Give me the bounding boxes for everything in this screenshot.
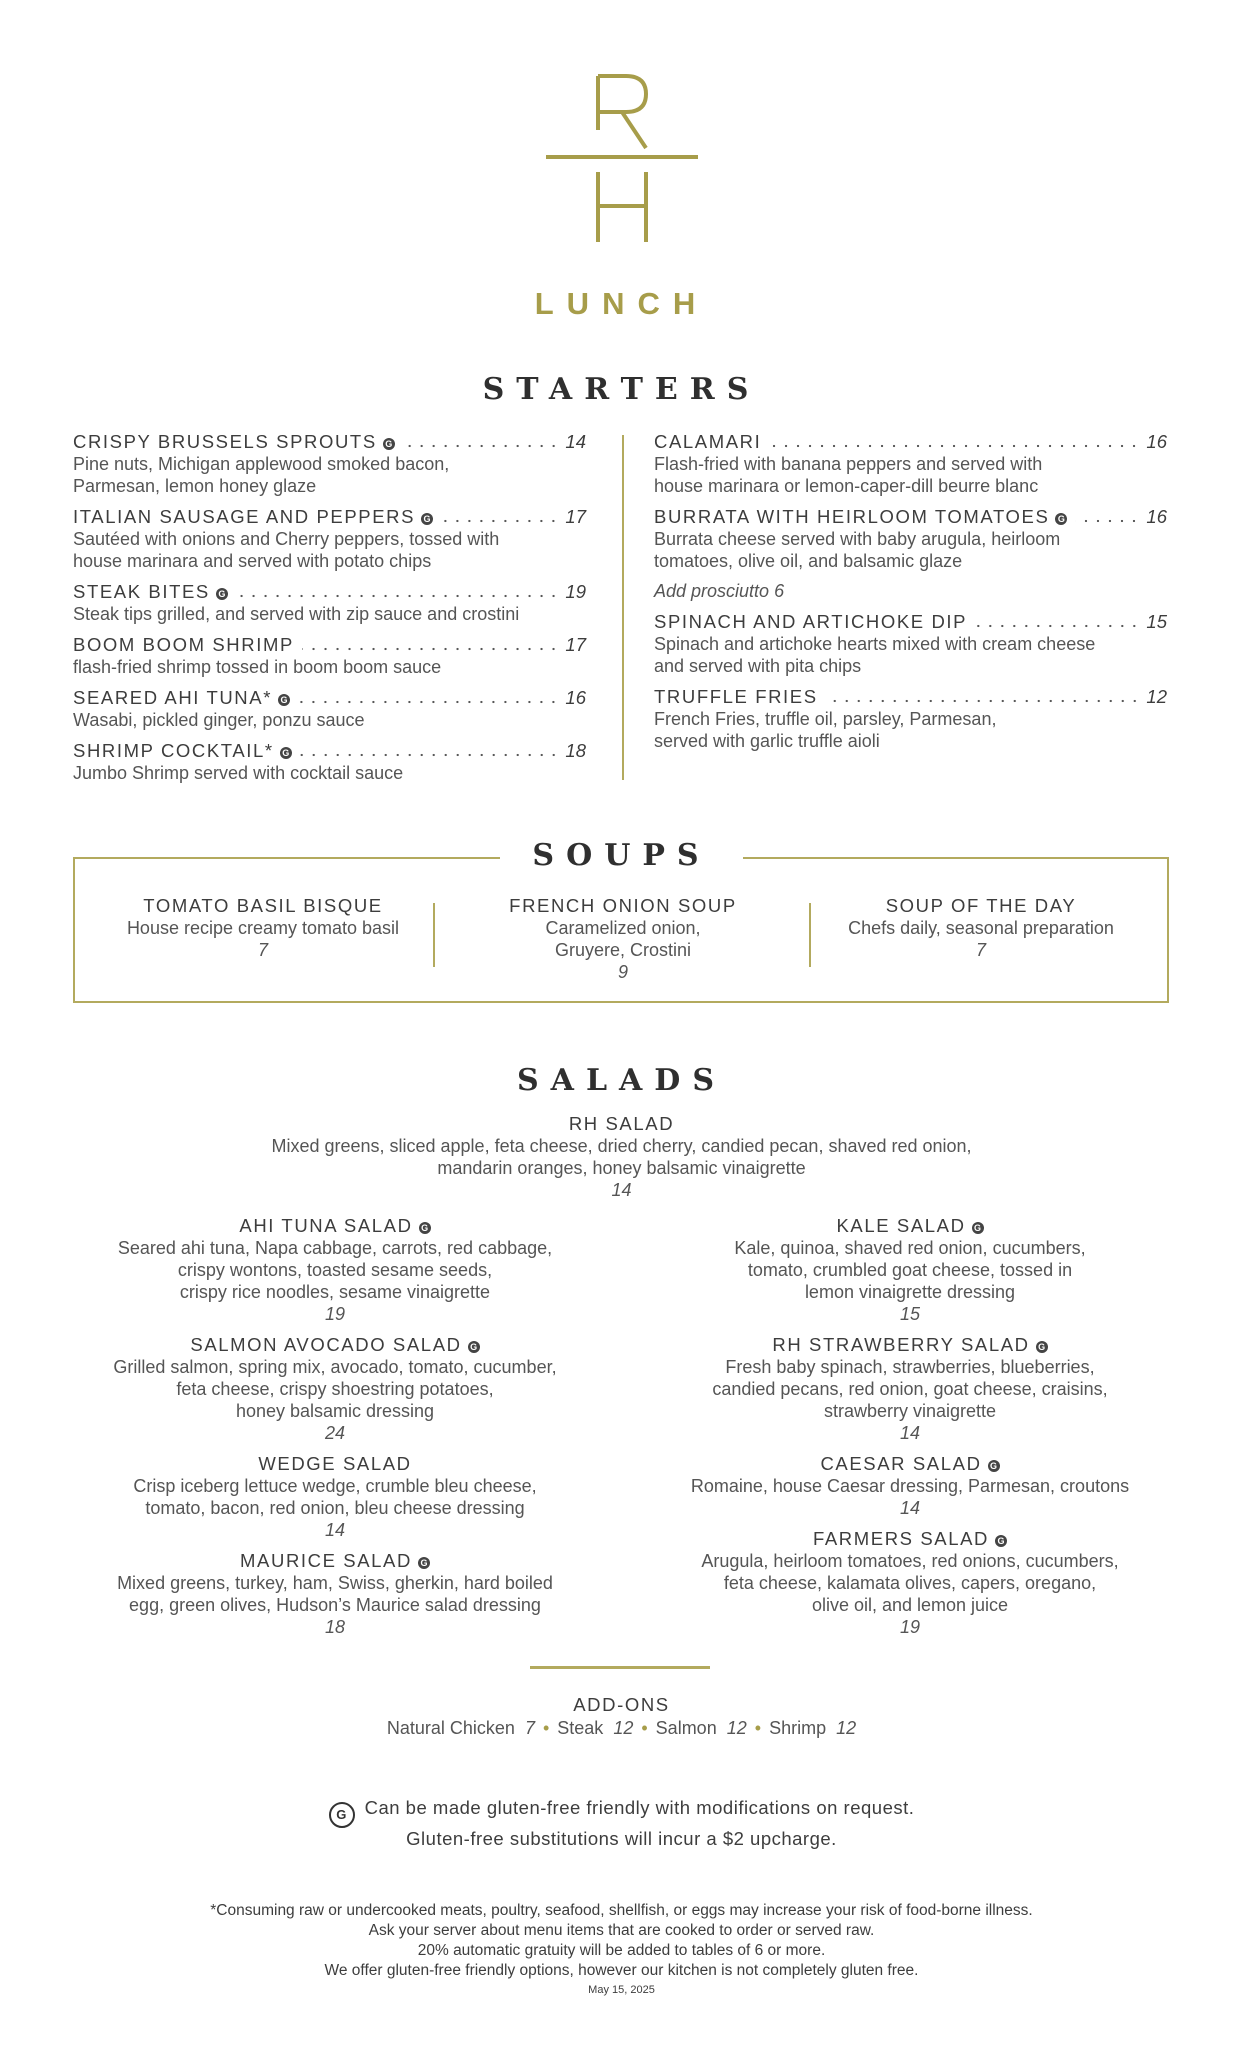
- item-name-text: CRISPY BRUSSELS SPROUTS: [73, 431, 377, 452]
- salad-name-text: KALE SALAD: [836, 1215, 966, 1236]
- item-description: and served with pita chips: [654, 656, 862, 676]
- salad-price: 24: [324, 1423, 346, 1443]
- item-name-text: SHRIMP COCKTAIL*: [73, 740, 274, 761]
- item-name-text: SPINACH AND ARTICHOKE DIP: [654, 611, 968, 632]
- salad-name: [635, 1334, 1185, 1356]
- soup-item: [118, 895, 408, 961]
- item-description: tomatoes, olive oil, and balsamic glaze: [654, 551, 963, 571]
- salad-name-text: FARMERS SALAD: [812, 1528, 990, 1549]
- salad-price: 15: [899, 1304, 921, 1324]
- salad-description: Fresh baby spinach, strawberries, blueberries,: [725, 1357, 1095, 1377]
- item-description: Parmesan, lemon honey glaze: [73, 476, 317, 496]
- item-price: 16: [1146, 506, 1167, 527]
- footer-line: Ask your server about menu items that are cooked to order or served raw.: [368, 1922, 875, 1939]
- salad-description: candied pecans, red onion, goat cheese, craisins,: [712, 1379, 1108, 1399]
- gluten-free-icon: G: [216, 588, 228, 600]
- salad-description: strawberry vinaigrette: [823, 1401, 997, 1421]
- item-price: 19: [565, 581, 586, 602]
- footer-line: 20% automatic gratuity will be added to tables of 6 or more.: [417, 1942, 826, 1959]
- gf-note-line: Can be made gluten-free friendly with modifications on request.: [364, 1797, 915, 1818]
- salad-description: Mixed greens, sliced apple, feta cheese, dried cherry, candied pecan, shaved red onion,: [271, 1136, 972, 1156]
- menu-date: May 15, 2025: [588, 1984, 655, 1996]
- salad-price: 14: [899, 1498, 921, 1518]
- gluten-free-icon: G: [1036, 1341, 1048, 1353]
- item-name: [654, 686, 818, 708]
- soup-description: Gruyere, Crostini: [554, 940, 692, 960]
- soup-name: FRENCH ONION SOUP: [509, 895, 737, 916]
- salad-name: [635, 1453, 1185, 1475]
- salad-name-text: AHI TUNA SALAD: [239, 1215, 413, 1236]
- salad-item: [635, 1334, 1185, 1444]
- salad-price: 19: [899, 1617, 921, 1637]
- item-description: Pine nuts, Michigan applewood smoked bacon,: [73, 454, 450, 474]
- gluten-free-icon: G: [329, 1802, 355, 1828]
- salad-description: crispy wontons, toasted sesame seeds,: [177, 1260, 493, 1280]
- featured-salad: [0, 1113, 1243, 1210]
- item-name-row: [654, 506, 1167, 528]
- item-price: 17: [565, 506, 586, 527]
- item-price: 17: [565, 634, 586, 655]
- salad-description: tomato, bacon, red onion, bleu cheese dressing: [145, 1498, 525, 1518]
- salad-name: [60, 1215, 610, 1237]
- item-name-text: BURRATA WITH HEIRLOOM TOMATOES: [654, 506, 1050, 527]
- column-divider: [622, 435, 624, 780]
- soup-description: Caramelized onion,: [545, 918, 701, 938]
- soup-price: 7: [257, 940, 268, 960]
- item-name: [73, 506, 433, 528]
- section-divider: [530, 1666, 710, 1669]
- salad-name: [635, 1528, 1185, 1550]
- gluten-free-icon: G: [1055, 513, 1067, 525]
- footer: [0, 1901, 1243, 1999]
- item-price: 16: [565, 687, 586, 708]
- item-description: Jumbo Shrimp served with cocktail sauce: [73, 763, 404, 783]
- item-description: flash-fried shrimp tossed in boom boom sauce: [73, 657, 442, 677]
- salad-price: 19: [324, 1304, 346, 1324]
- item-name-text: STEAK BITES: [73, 581, 210, 602]
- salad-description: feta cheese, crispy shoestring potatoes,: [176, 1379, 494, 1399]
- starters-heading: STARTERS: [482, 372, 761, 407]
- soup-price: 9: [617, 962, 628, 982]
- soup-divider: [433, 903, 435, 967]
- item-description: Wasabi, pickled ginger, ponzu sauce: [73, 710, 365, 730]
- item-description: Sautéed with onions and Cherry peppers, tossed with: [73, 529, 500, 549]
- salad-description: Crisp iceberg lettuce wedge, crumble bleu cheese,: [133, 1476, 537, 1496]
- gluten-free-icon: G: [988, 1460, 1000, 1472]
- bullet-separator: •: [754, 1718, 762, 1738]
- item-name-row: [73, 506, 586, 528]
- item-name-text: BOOM BOOM SHRIMP: [73, 634, 294, 655]
- soup-item: [478, 895, 768, 983]
- item-name: [73, 431, 395, 453]
- addon-name: Salmon: [655, 1718, 717, 1738]
- menu-item: [73, 506, 586, 572]
- gf-note-line: Gluten-free substitutions will incur a $2 upcharge.: [406, 1828, 837, 1849]
- salad-price: 14: [324, 1520, 346, 1540]
- menu-item: [73, 431, 586, 497]
- addon-name: Shrimp: [769, 1718, 827, 1738]
- salad-name-text: SALMON AVOCADO SALAD: [190, 1334, 462, 1355]
- salad-name: [0, 1113, 1243, 1135]
- item-name: [654, 431, 761, 453]
- salad-name: [60, 1334, 610, 1356]
- salad-item: [60, 1550, 610, 1638]
- salad-description: Grilled salmon, spring mix, avocado, tomato, cucumber,: [113, 1357, 557, 1377]
- item-description: served with garlic truffle aioli: [654, 731, 880, 751]
- salad-item: [60, 1215, 610, 1325]
- item-name: [654, 506, 1067, 528]
- soup-name: TOMATO BASIL BISQUE: [143, 895, 383, 916]
- starters-left-column: [73, 431, 586, 793]
- gluten-free-icon: G: [280, 747, 292, 759]
- bullet-separator: •: [641, 1718, 648, 1738]
- item-name: [73, 634, 294, 656]
- addon-price: 12: [613, 1718, 634, 1738]
- addons-list: [0, 1716, 1243, 1740]
- item-name-row: [73, 687, 586, 709]
- dot-leader: [769, 444, 1140, 448]
- gluten-free-icon: G: [278, 694, 290, 706]
- gluten-free-icon: G: [972, 1222, 984, 1234]
- item-name-row: [73, 581, 586, 603]
- item-name-row: [73, 740, 586, 762]
- salad-description: Mixed greens, turkey, ham, Swiss, gherkin, hard boiled: [117, 1573, 553, 1593]
- addons-heading: ADD-ONS: [573, 1694, 670, 1715]
- menu-item: [654, 506, 1167, 602]
- salad-item: [635, 1453, 1185, 1519]
- item-name-text: SEARED AHI TUNA*: [73, 687, 273, 708]
- gluten-free-icon: G: [468, 1341, 480, 1353]
- salad-description: Romaine, house Caesar dressing, Parmesan, croutons: [690, 1476, 1130, 1496]
- footer-line: *Consuming raw or undercooked meats, poultry, seafood, shellfish, or eggs may increase your risk of food-borne illness.: [210, 1902, 1033, 1919]
- menu-item: [73, 740, 586, 784]
- dot-leader: [826, 699, 1141, 703]
- dot-leader: [302, 647, 560, 651]
- salad-name-text: WEDGE SALAD: [258, 1453, 412, 1474]
- item-name-text: ITALIAN SAUSAGE AND PEPPERS: [73, 506, 416, 527]
- item-name-row: [654, 686, 1167, 708]
- salad-name-text: RH STRAWBERRY SALAD: [772, 1334, 1030, 1355]
- salad-description: tomato, crumbled goat cheese, tossed in: [747, 1260, 1073, 1280]
- bullet-separator: •: [542, 1718, 550, 1738]
- dot-leader: [441, 519, 559, 523]
- item-description: French Fries, truffle oil, parsley, Parmesan,: [654, 709, 997, 729]
- salad-name-text: RH SALAD: [568, 1113, 675, 1134]
- salad-description: lemon vinaigrette dressing: [804, 1282, 1016, 1302]
- item-name-text: CALAMARI: [654, 431, 762, 452]
- addon-name: Natural Chicken: [386, 1718, 515, 1738]
- dot-leader: [1075, 519, 1140, 523]
- rh-logo: [546, 72, 698, 244]
- soup-description: Chefs daily, seasonal preparation: [848, 918, 1114, 938]
- starters-right-column: [654, 431, 1167, 761]
- salad-item: [0, 1113, 1243, 1201]
- salad-item: [635, 1528, 1185, 1638]
- menu-item: [73, 687, 586, 731]
- item-price: 14: [565, 431, 586, 452]
- item-name: [73, 740, 292, 762]
- salad-name: [60, 1453, 610, 1475]
- addon-name: Steak: [557, 1718, 604, 1738]
- dot-leader: [300, 753, 560, 757]
- dot-leader: [403, 444, 560, 448]
- item-description: Flash-fried with banana peppers and served with: [654, 454, 1043, 474]
- soups-heading: SOUPS: [500, 838, 743, 873]
- salad-price: 14: [611, 1180, 632, 1200]
- gluten-free-icon: G: [418, 1557, 430, 1569]
- item-price: 16: [1146, 431, 1167, 452]
- salad-description: honey balsamic dressing: [235, 1401, 435, 1421]
- dot-leader: [975, 624, 1140, 628]
- salad-name-text: MAURICE SALAD: [240, 1550, 412, 1571]
- soup-price: 7: [975, 940, 986, 960]
- soup-description: House recipe creamy tomato basil: [126, 918, 400, 938]
- addon-price: 12: [836, 1718, 857, 1738]
- gluten-free-icon: G: [995, 1535, 1007, 1547]
- addons-section: [0, 1694, 1243, 1740]
- soup-divider: [809, 903, 811, 967]
- salad-price: 18: [324, 1617, 346, 1637]
- salad-description: egg, green olives, Hudson’s Maurice salad dressing: [129, 1595, 541, 1615]
- item-description: house marinara or lemon-caper-dill beurre blanc: [654, 476, 1039, 496]
- salad-name: [635, 1215, 1185, 1237]
- addon-price: 12: [726, 1718, 747, 1738]
- salad-description: crispy rice noodles, sesame vinaigrette: [179, 1282, 491, 1302]
- dot-leader: [298, 700, 559, 704]
- item-description: Burrata cheese served with baby arugula, heirloom: [654, 529, 1061, 549]
- salad-description: Arugula, heirloom tomatoes, red onions, cucumbers,: [701, 1551, 1119, 1571]
- gluten-free-icon: G: [383, 438, 395, 450]
- salad-description: Seared ahi tuna, Napa cabbage, carrots, red cabbage,: [117, 1238, 553, 1258]
- soup-item: [836, 895, 1126, 961]
- item-price: 15: [1146, 611, 1167, 632]
- item-price: 18: [565, 740, 586, 761]
- item-description: house marinara and served with potato chips: [73, 551, 432, 571]
- dot-leader: [236, 594, 560, 598]
- menu-item: [73, 634, 586, 678]
- item-name-text: TRUFFLE FRIES: [654, 686, 818, 707]
- item-name-row: [73, 431, 586, 453]
- salad-description: olive oil, and lemon juice: [811, 1595, 1009, 1615]
- salad-description: Kale, quinoa, shaved red onion, cucumbers,: [734, 1238, 1086, 1258]
- salad-name: [60, 1550, 610, 1572]
- item-name-row: [654, 611, 1167, 633]
- menu-item: [73, 581, 586, 625]
- salads-left-column: [60, 1215, 610, 1647]
- item-price: 12: [1146, 686, 1167, 707]
- salad-description: feta cheese, kalamata olives, capers, oregano,: [723, 1573, 1097, 1593]
- item-name-row: [73, 634, 586, 656]
- item-description: Spinach and artichoke hearts mixed with cream cheese: [654, 634, 1096, 654]
- salad-item: [60, 1334, 610, 1444]
- gluten-free-icon: G: [419, 1222, 431, 1234]
- footer-line: We offer gluten-free friendly options, however our kitchen is not completely gluten free.: [324, 1962, 919, 1979]
- menu-item: [654, 686, 1167, 752]
- salad-item: [635, 1215, 1185, 1325]
- salads-right-column: [635, 1215, 1185, 1647]
- item-name-row: [654, 431, 1167, 453]
- item-name: [654, 611, 967, 633]
- item-note: Add prosciutto 6: [654, 581, 785, 601]
- salad-description: mandarin oranges, honey balsamic vinaigrette: [437, 1158, 806, 1178]
- salad-name-text: CAESAR SALAD: [820, 1453, 982, 1474]
- menu-item: [654, 431, 1167, 497]
- gluten-free-icon: G: [421, 513, 433, 525]
- item-name: [73, 581, 228, 603]
- item-description: Steak tips grilled, and served with zip sauce and crostini: [73, 604, 520, 624]
- item-name: [73, 687, 290, 709]
- addon-price: 7: [524, 1718, 535, 1738]
- salads-heading: SALADS: [517, 1063, 726, 1098]
- salad-price: 14: [899, 1423, 921, 1443]
- menu-item: [654, 611, 1167, 677]
- salad-item: [60, 1453, 610, 1541]
- gluten-free-note: [0, 1797, 1243, 1850]
- menu-title: LUNCH: [534, 286, 709, 321]
- soup-name: SOUP OF THE DAY: [885, 895, 1077, 916]
